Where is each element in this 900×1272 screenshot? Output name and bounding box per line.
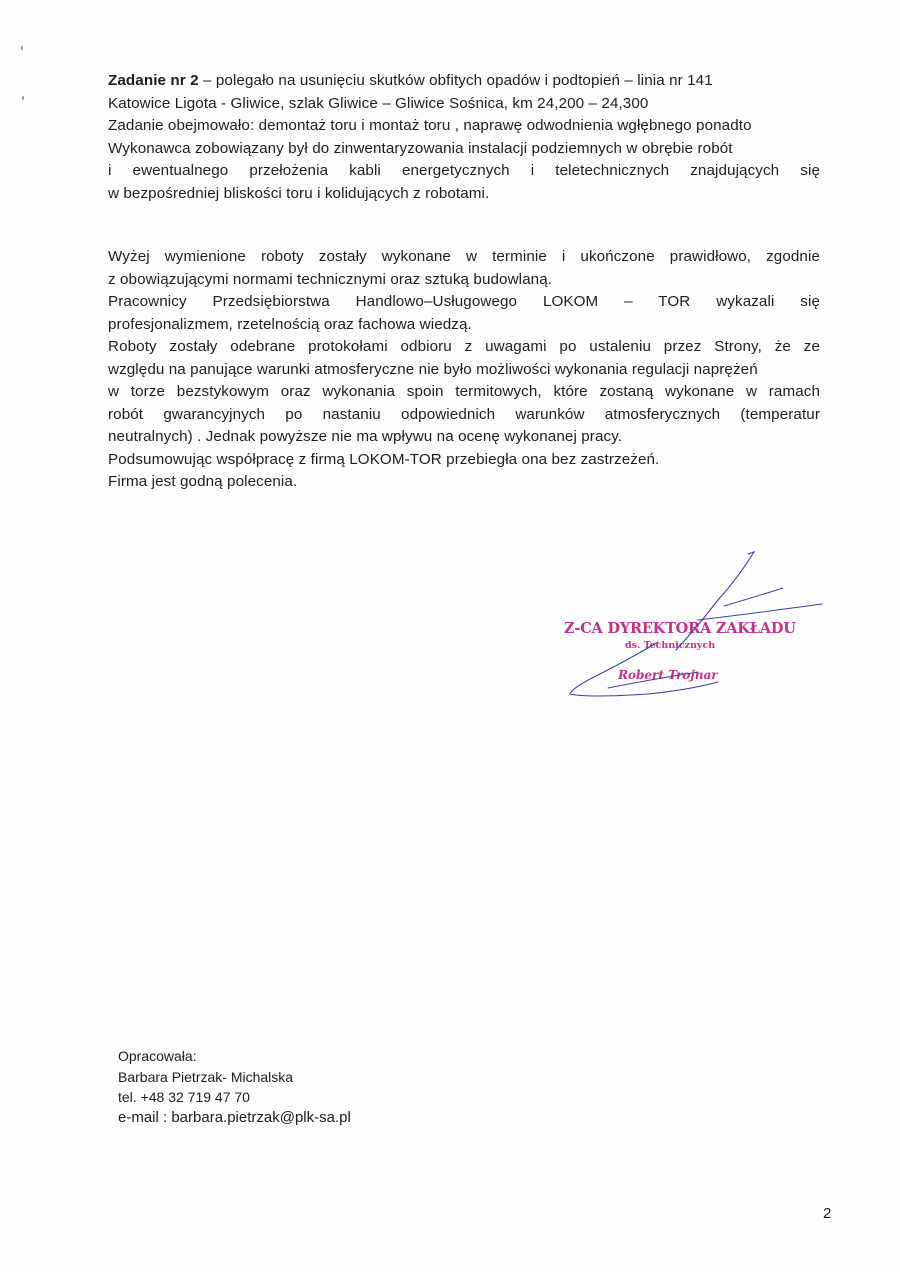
- author-phone: tel. +48 32 719 47 70: [118, 1089, 250, 1105]
- assessment-line-5: Roboty zostały odebrane protokołami odbioru z uwagami po ustaleniu przez Strony, że ze: [108, 338, 820, 355]
- scan-speck: [21, 46, 23, 50]
- author-name: Barbara Pietrzak- Michalska: [118, 1068, 294, 1085]
- stamp-title: Z-CA DYREKTORA ZAKŁADU: [564, 620, 796, 637]
- task-line-5: i ewentualnego przełożenia kabli energetycznych i teletechnicznych znajdujących się: [108, 162, 820, 179]
- assessment-line-2: z obowiązującymi normami technicznymi oraz sztuką budowlaną.: [108, 270, 553, 288]
- assessment-line-1: Wyżej wymienione roboty zostały wykonane w terminie i ukończone prawidłowo, zgodnie: [108, 248, 820, 265]
- handwritten-signature: [548, 548, 838, 708]
- stamp-subtitle: ds. Technicznych: [625, 640, 716, 651]
- assessment-line-6: względu na panujące warunki atmosferyczne nie było możliwości wykonania regulacji naprężeń: [108, 360, 758, 378]
- assessment-line-3: Pracownicy Przedsiębiorstwa Handlowo–Usługowego LOKOM – TOR wykazali się: [108, 293, 820, 310]
- author-email: e-mail : barbara.pietrzak@plk-sa.pl: [118, 1108, 351, 1126]
- task-line-2: Katowice Ligota - Gliwice, szlak Gliwice – Gliwice Sośnica, km 24,200 – 24,300: [108, 94, 649, 112]
- assessment-line-10: Podsumowując współpracę z firmą LOKOM-TOR przebiegła ona bez zastrzeżeń.: [108, 450, 660, 468]
- official-stamp: [548, 548, 838, 708]
- task-line-1: Zadanie nr 2 – polegało na usunięciu skutków obfitych opadów i podtopień – linia nr 141: [108, 72, 713, 89]
- task-line-4: Wykonawca zobowiązany był do zinwentaryzowania instalacji podziemnych w obrębie robót: [108, 139, 733, 157]
- task-line-3: Zadanie obejmowało: demontaż toru i montaż toru , naprawę odwodnienia wgłębnego ponadto: [108, 117, 752, 134]
- task-line-6: w bezpośredniej bliskości toru i kolidujących z robotami.: [108, 184, 490, 202]
- assessment-line-4: profesjonalizmem, rzetelnością oraz fachowa wiedzą.: [108, 315, 472, 333]
- task-description-paragraph: [108, 70, 820, 205]
- assessment-line-7: w torze bezstykowym oraz wykonania spoin termitowych, które zostaną wykonane w ramach: [108, 383, 820, 400]
- page-number: 2: [823, 1205, 832, 1222]
- prepared-by-footer: [118, 1046, 351, 1128]
- task-title: Zadanie nr 2: [108, 72, 199, 89]
- stamp-name: Robert Trojnar: [618, 668, 718, 682]
- scan-speck: [22, 96, 24, 100]
- prepared-by-label: Opracowała:: [118, 1048, 197, 1064]
- assessment-line-9: neutralnych) . Jednak powyższe nie ma wpływu na ocenę wykonanej pracy.: [108, 428, 623, 445]
- assessment-line-8: robót gwarancyjnych po nastaniu odpowiednich warunków atmosferycznych (temperatur: [108, 405, 820, 423]
- assessment-line-11: Firma jest godną polecenia.: [108, 473, 298, 490]
- assessment-paragraph: [108, 246, 820, 494]
